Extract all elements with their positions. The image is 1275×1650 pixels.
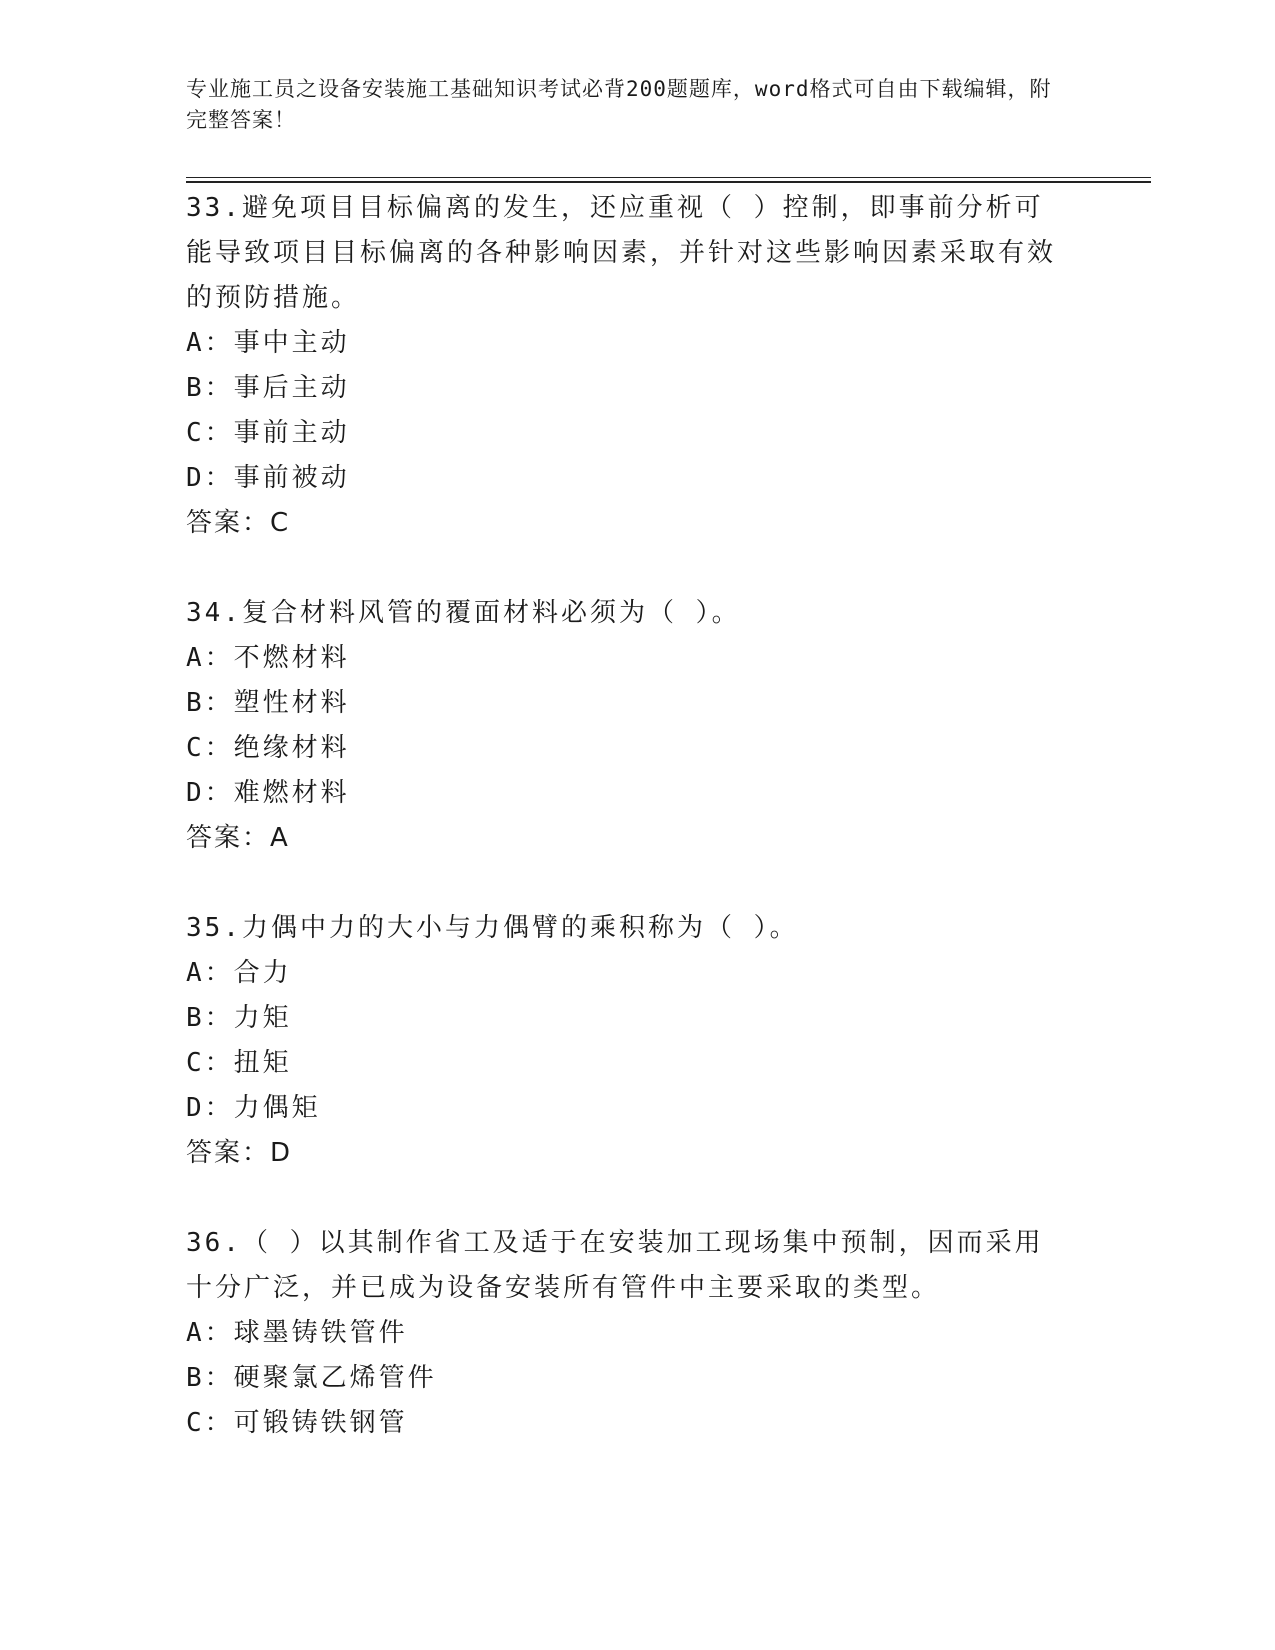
question-stem: 34.复合材料风管的覆面材料必须为（ ）。 bbox=[186, 598, 741, 628]
question-33 bbox=[186, 186, 1066, 546]
option-a: A：合力 bbox=[186, 958, 292, 988]
option-b: B：力矩 bbox=[186, 1003, 292, 1033]
option-a: A：球墨铸铁管件 bbox=[186, 1318, 408, 1348]
question-list bbox=[186, 186, 1066, 1491]
option-d: D：力偶矩 bbox=[186, 1093, 321, 1123]
option-a: A：事中主动 bbox=[186, 328, 350, 358]
question-35 bbox=[186, 906, 1066, 1176]
option-c: C：扭矩 bbox=[186, 1048, 292, 1078]
option-d: D：难燃材料 bbox=[186, 778, 350, 808]
question-stem: 33.避免项目目标偏离的发生，还应重视（ ）控制，即事前分析可能导致项目目标偏离的各种影响因素，并针对这些影响因素采取有效的预防措施。 bbox=[186, 193, 1057, 313]
option-c: C：可锻铸铁钢管 bbox=[186, 1408, 408, 1438]
question-stem: 36.（ ）以其制作省工及适于在安装加工现场集中预制，因而采用十分广泛，并已成为设备安装所有管件中主要采取的类型。 bbox=[186, 1228, 1044, 1303]
answer-line: 答案：C bbox=[186, 508, 291, 538]
question-36 bbox=[186, 1221, 1066, 1446]
option-a: A：不燃材料 bbox=[186, 643, 350, 673]
option-b: B：事后主动 bbox=[186, 373, 350, 403]
header-divider-thick bbox=[186, 181, 1151, 183]
header-divider-thin bbox=[186, 177, 1151, 178]
option-c: C：绝缘材料 bbox=[186, 733, 350, 763]
question-stem: 35.力偶中力的大小与力偶臂的乘积称为（ ）。 bbox=[186, 913, 799, 943]
document-header: 专业施工员之设备安装施工基础知识考试必背200题题库，word格式可自由下载编辑，附完整答案！ bbox=[186, 77, 1052, 132]
option-b: B：塑性材料 bbox=[186, 688, 350, 718]
option-d: D：事前被动 bbox=[186, 463, 350, 493]
answer-line: 答案：D bbox=[186, 1138, 293, 1168]
question-34 bbox=[186, 591, 1066, 861]
option-c: C：事前主动 bbox=[186, 418, 350, 448]
option-b: B：硬聚氯乙烯管件 bbox=[186, 1363, 437, 1393]
answer-line: 答案：A bbox=[186, 823, 290, 853]
